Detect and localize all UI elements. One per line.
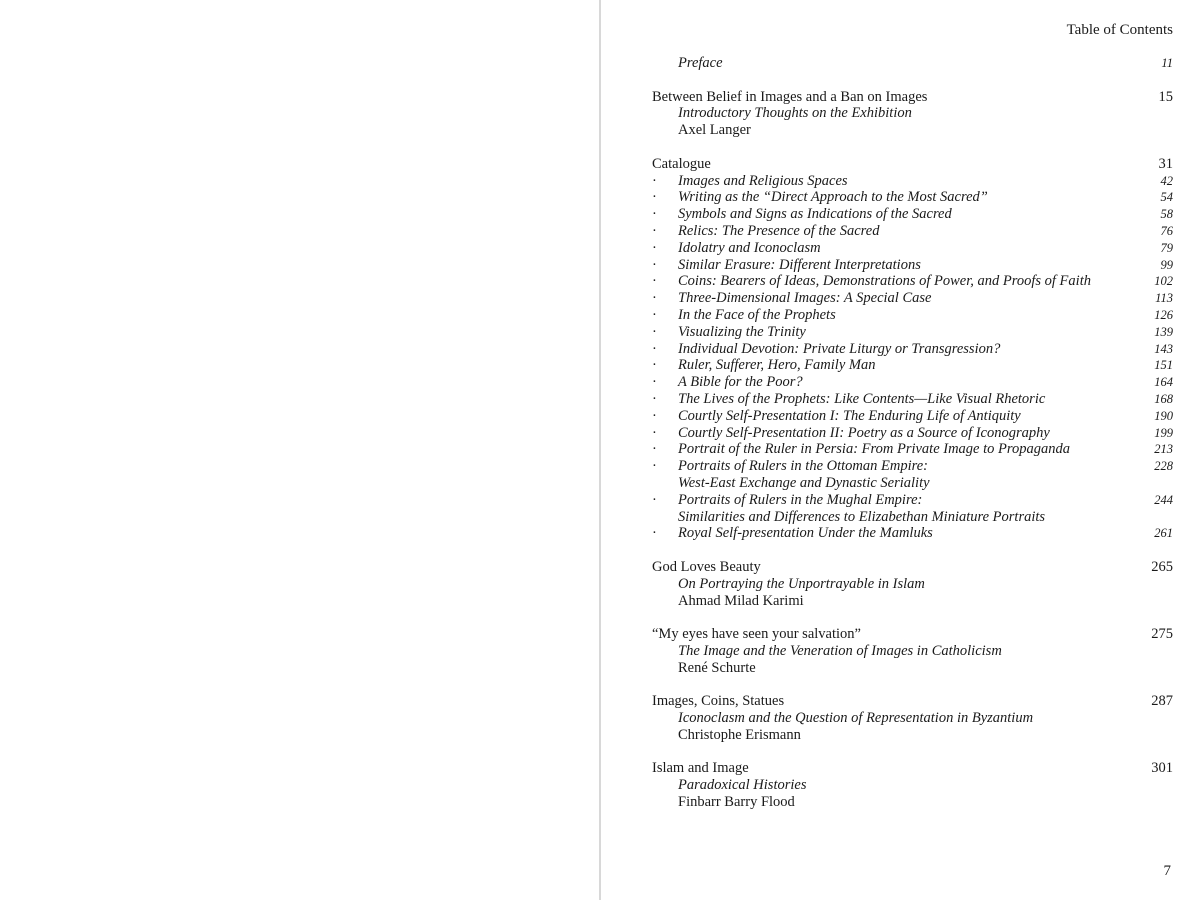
catalogue-item[interactable]: · Similar Erasure: Different Interpretations 99 [652, 256, 1173, 273]
toc-page-number: 11 [1161, 56, 1173, 70]
toc-essay-subtitle: Iconoclasm and the Question of Representation in Byzantium [678, 710, 1034, 727]
catalogue-item[interactable]: · Courtly Self-Presentation II: Poetry as a Source of Iconography 199 [652, 424, 1173, 441]
toc-essay-author: René Schurte [678, 659, 756, 676]
toc-page-number: 301 [1151, 760, 1173, 777]
bullet-icon: · [652, 256, 657, 273]
catalogue-item[interactable]: · Courtly Self-Presentation I: The Enduring Life of Antiquity 190 [652, 407, 1173, 424]
catalogue-item[interactable]: · Visualizing the Trinity 139 [652, 323, 1173, 340]
toc-essay-author: Finbarr Barry Flood [678, 794, 795, 811]
catalogue-item[interactable]: · Portraits of Rulers in the Ottoman Empire: 228 [652, 458, 1173, 475]
toc-page-number: 287 [1151, 693, 1173, 710]
catalogue-item[interactable]: · Portraits of Rulers in the Mughal Empire: 244 [652, 491, 1173, 508]
catalogue-item[interactable]: · The Lives of the Prophets: Like Contents—Like Visual Rhetoric 168 [652, 390, 1173, 407]
toc-entry-title: Catalogue [652, 155, 711, 172]
bullet-icon: · [652, 458, 657, 475]
bullet-icon: · [652, 424, 657, 441]
catalogue-item[interactable]: · In the Face of the Prophets 126 [652, 306, 1173, 323]
bullet-icon: · [652, 390, 657, 407]
bullet-icon: · [652, 491, 657, 508]
page-number: 7 [1163, 863, 1171, 879]
bullet-icon: · [652, 374, 657, 391]
toc-entry-title: Preface [678, 55, 723, 71]
right-page [601, 0, 1200, 900]
bullet-icon: · [652, 306, 657, 323]
catalogue-item[interactable]: · Writing as the “Direct Approach to the Most Sacred” 54 [652, 189, 1173, 206]
running-head: Table of Contents [1066, 22, 1173, 38]
toc-essay-title[interactable] [652, 626, 1173, 643]
bullet-icon: · [652, 323, 657, 340]
bullet-icon: · [652, 525, 657, 542]
toc-entry-title: Between Belief in Images and a Ban on Images [652, 88, 928, 105]
toc-essay-subtitle: On Portraying the Unportrayable in Islam [678, 575, 925, 592]
catalogue-item[interactable]: · Portrait of the Ruler in Persia: From Private Image to Propaganda 213 [652, 441, 1173, 458]
bullet-icon: · [652, 222, 657, 239]
toc-page-number: 31 [1158, 155, 1173, 172]
toc-entry-title: “My eyes have seen your salvation” [652, 626, 861, 643]
bullet-icon: · [652, 441, 657, 458]
catalogue-item[interactable]: · Relics: The Presence of the Sacred 76 [652, 222, 1173, 239]
catalogue-item[interactable]: · Symbols and Signs as Indications of the Sacred 58 [652, 206, 1173, 223]
toc-page-number: 275 [1151, 626, 1173, 643]
toc-essay-author: Christophe Erismann [678, 726, 801, 743]
bullet-icon: · [652, 273, 657, 290]
catalogue-item[interactable]: · Coins: Bearers of Ideas, Demonstrations of Power, and Proofs of Faith 102 [652, 273, 1173, 290]
toc-section-title[interactable] [652, 89, 1173, 106]
bullet-icon: · [652, 206, 657, 223]
toc-essay-title[interactable] [652, 693, 1173, 710]
toc-essay-title[interactable] [652, 559, 1173, 576]
bullet-icon: · [652, 357, 657, 374]
toc-entry-title: God Loves Beauty [652, 558, 761, 575]
toc-essay-title[interactable] [652, 760, 1173, 777]
toc-page-number: 265 [1151, 558, 1173, 575]
bullet-icon: · [652, 172, 657, 189]
catalogue-item[interactable]: · Royal Self-presentation Under the Mamluks 261 [652, 525, 1173, 542]
toc-catalogue-title[interactable] [652, 156, 1173, 173]
catalogue-item[interactable]: · Images and Religious Spaces 42 [652, 172, 1173, 189]
table-of-contents [652, 55, 1173, 811]
catalogue-item-continuation: West-East Exchange and Dynastic Seriality [678, 474, 930, 491]
toc-entry-title: Images, Coins, Statues [652, 693, 785, 710]
bullet-icon: · [652, 407, 657, 424]
catalogue-item[interactable]: · Idolatry and Iconoclasm 79 [652, 239, 1173, 256]
bullet-icon: · [652, 340, 657, 357]
toc-section-author: Axel Langer [678, 122, 751, 139]
catalogue-item[interactable]: · A Bible for the Poor? 164 [652, 374, 1173, 391]
toc-entry-preface[interactable] [652, 55, 1173, 72]
bullet-icon: · [652, 290, 657, 307]
toc-essay-author: Ahmad Milad Karimi [678, 592, 804, 609]
catalogue-item[interactable]: · Ruler, Sufferer, Hero, Family Man 151 [652, 357, 1173, 374]
catalogue-item[interactable]: · Individual Devotion: Private Liturgy or Transgression? 143 [652, 340, 1173, 357]
toc-essay-subtitle: The Image and the Veneration of Images in Catholicism [678, 642, 1002, 659]
toc-entry-title: Islam and Image [652, 760, 749, 777]
bullet-icon: · [652, 189, 657, 206]
toc-essay-subtitle: Paradoxical Histories [678, 777, 807, 794]
toc-section-subtitle: Introductory Thoughts on the Exhibition [678, 105, 912, 122]
catalogue-item[interactable]: · Three-Dimensional Images: A Special Case 113 [652, 290, 1173, 307]
catalogue-item-continuation: Similarities and Differences to Elizabethan Miniature Portraits [678, 508, 1046, 525]
toc-page-number: 15 [1158, 88, 1173, 105]
bullet-icon: · [652, 239, 657, 256]
